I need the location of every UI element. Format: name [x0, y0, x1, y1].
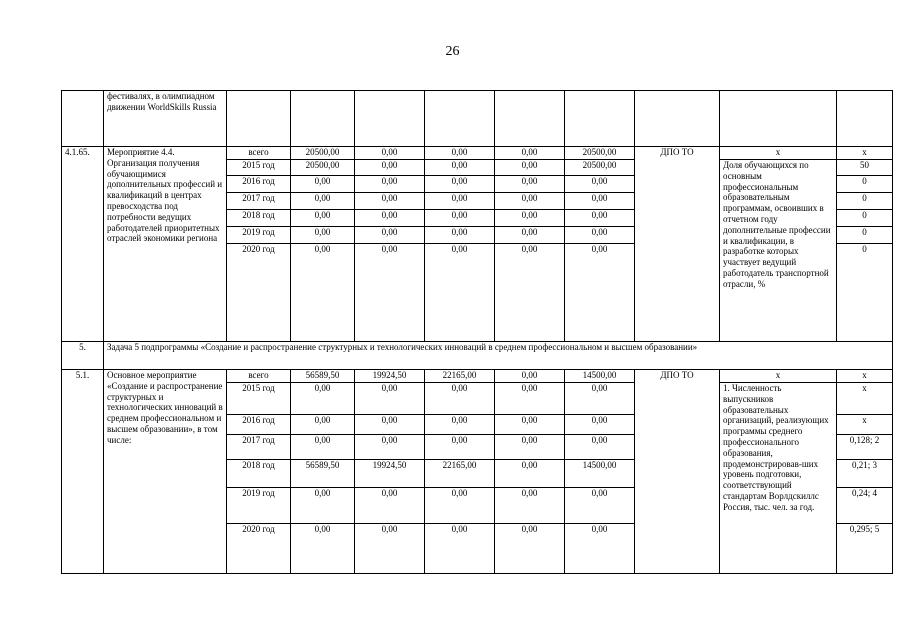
value-cell: 0,00	[425, 176, 495, 193]
value-cell: 0,00	[291, 488, 355, 524]
value-cell: 0,00	[355, 415, 425, 435]
year-cell: 2018 год	[227, 210, 291, 227]
value-cell: 0,00	[355, 210, 425, 227]
value-cell: 0,00	[425, 227, 495, 244]
value-cell: 0,00	[565, 383, 635, 415]
value-cell: 0,00	[355, 488, 425, 524]
indicator-value: 0,21; 3	[837, 460, 893, 488]
year-cell: 2015 год	[227, 160, 291, 176]
value-cell: 20500,00	[565, 160, 635, 176]
value-cell: 0,00	[495, 160, 565, 176]
measure-name: Мероприятие 4.4. Организация получения обучающимися дополнительных профессий и квалификаций в центрах превосходства под потребности ведущих работодателей приоритетных отраслей экономики региона	[104, 147, 227, 342]
value-cell: 0,00	[495, 176, 565, 193]
value-cell: 0,00	[495, 383, 565, 415]
value-cell: 0,00	[355, 227, 425, 244]
indicator-value: 0,128; 2	[837, 435, 893, 460]
executor-cell: ДПО ТО	[635, 370, 720, 574]
value-cell: 0,00	[565, 415, 635, 435]
value-cell: 0,00	[425, 435, 495, 460]
value-cell: 0,00	[565, 176, 635, 193]
value-cell: 0,00	[495, 244, 565, 342]
value-cell: 0,00	[355, 524, 425, 574]
measure-name-cont: фестивалях, в олимпиадном движении WorldSkills Russia	[104, 91, 227, 147]
value-cell: 0,00	[291, 383, 355, 415]
table-row	[62, 370, 893, 383]
table-row	[62, 342, 893, 370]
value-cell: 0,00	[425, 147, 495, 160]
indicator-value: 0	[837, 227, 893, 244]
value-cell: 0,00	[425, 383, 495, 415]
value-cell: 0,00	[565, 210, 635, 227]
year-cell: 2017 год	[227, 435, 291, 460]
value-cell: 0,00	[495, 460, 565, 488]
value-cell: 22165,00	[425, 460, 495, 488]
value-cell: 0,00	[355, 147, 425, 160]
value-cell: 0,00	[495, 524, 565, 574]
value-cell: 0,00	[425, 244, 495, 342]
value-cell: 56589,50	[291, 370, 355, 383]
value-cell: 19924,50	[355, 370, 425, 383]
indicator-value: 50	[837, 160, 893, 176]
measure-code: 5.1.	[62, 370, 104, 574]
value-cell: 0,00	[291, 415, 355, 435]
indicator-value: 0,24; 4	[837, 488, 893, 524]
value-cell: 0,00	[291, 244, 355, 342]
value-cell: 0,00	[291, 227, 355, 244]
indicator-value: 0	[837, 176, 893, 193]
value-cell: 0,00	[495, 370, 565, 383]
value-cell: 0,00	[425, 524, 495, 574]
indicator-value: 0,295; 5	[837, 524, 893, 574]
value-cell: 14500,00	[565, 460, 635, 488]
value-cell: 0,00	[425, 415, 495, 435]
value-cell: 0,00	[425, 488, 495, 524]
value-cell: 0,00	[425, 193, 495, 210]
value-cell: 0,00	[565, 193, 635, 210]
value-cell: 20500,00	[291, 160, 355, 176]
value-cell: 0,00	[355, 160, 425, 176]
year-cell: 2019 год	[227, 488, 291, 524]
indicator-value: 0	[837, 193, 893, 210]
value-cell: 0,00	[291, 176, 355, 193]
value-cell: 0,00	[565, 244, 635, 342]
indicator-value: x	[837, 147, 893, 160]
value-cell: 56589,50	[291, 460, 355, 488]
value-cell: 0,00	[495, 227, 565, 244]
indicator-value: x	[837, 370, 893, 383]
value-cell: 0,00	[495, 415, 565, 435]
value-cell: 20500,00	[291, 147, 355, 160]
value-cell: 0,00	[565, 488, 635, 524]
indicator-cell: 1. Численность выпускников образовательных организаций, реализующих программы среднего профессионального образования, продемонстрировав-ших уровень подготовки, соответствующий стандартам Ворлдскиллс Россия, тыс. чел. за год.	[720, 383, 837, 574]
value-cell: 0,00	[355, 435, 425, 460]
year-cell: всего	[227, 147, 291, 160]
indicator-value: 0	[837, 210, 893, 227]
value-cell: 0,00	[565, 524, 635, 574]
value-cell: 0,00	[495, 147, 565, 160]
value-cell: 0,00	[355, 244, 425, 342]
value-cell: 0,00	[495, 210, 565, 227]
budget-table	[61, 90, 893, 574]
value-cell: 0,00	[291, 524, 355, 574]
year-cell: всего	[227, 370, 291, 383]
table-row	[62, 91, 893, 147]
indicator-cell: Доля обучающихся по основным профессиональным образовательным программам, освоивших в отчетном году дополнительные профессии и квалификации, в разработке которых участвует ведущий работодатель транспортной отрасли, %	[720, 160, 837, 342]
task-code: 5.	[62, 342, 104, 370]
value-cell: 0,00	[291, 210, 355, 227]
indicator-value: x	[837, 415, 893, 435]
executor-cell: ДПО ТО	[635, 147, 720, 342]
value-cell: 22165,00	[425, 370, 495, 383]
value-cell: 0,00	[495, 435, 565, 460]
value-cell: 0,00	[355, 193, 425, 210]
measure-code: 4.1.65.	[62, 147, 104, 342]
task-title: Задача 5 подпрограммы «Создание и распространение структурных и технологических инноваций в среднем профессиональном и высшем образовании»	[104, 342, 893, 370]
value-cell: 20500,00	[565, 147, 635, 160]
year-cell: 2018 год	[227, 460, 291, 488]
value-cell: 0,00	[291, 193, 355, 210]
year-cell: 2019 год	[227, 227, 291, 244]
indicator-value: 0	[837, 244, 893, 342]
value-cell: 0,00	[565, 227, 635, 244]
value-cell: 0,00	[495, 488, 565, 524]
value-cell: 19924,50	[355, 460, 425, 488]
year-cell: 2017 год	[227, 193, 291, 210]
value-cell: 14500,00	[565, 370, 635, 383]
value-cell: 0,00	[291, 435, 355, 460]
value-cell: 0,00	[355, 383, 425, 415]
year-cell: 2016 год	[227, 415, 291, 435]
year-cell: 2020 год	[227, 244, 291, 342]
year-cell: 2016 год	[227, 176, 291, 193]
measure-name: Основное мероприятие «Создание и распространение структурных и технологических инноваций в среднем профессиональном и высшем образовании», в том числе:	[104, 370, 227, 574]
page-number: 26	[445, 44, 460, 59]
table-row	[62, 147, 893, 160]
year-cell: 2015 год	[227, 383, 291, 415]
indicator-cell: x	[720, 147, 837, 160]
value-cell: 0,00	[495, 193, 565, 210]
value-cell: 0,00	[425, 210, 495, 227]
value-cell: 0,00	[565, 435, 635, 460]
year-cell: 2020 год	[227, 524, 291, 574]
indicator-cell: x	[720, 370, 837, 383]
value-cell: 0,00	[355, 176, 425, 193]
value-cell: 0,00	[425, 160, 495, 176]
indicator-value: x	[837, 383, 893, 415]
